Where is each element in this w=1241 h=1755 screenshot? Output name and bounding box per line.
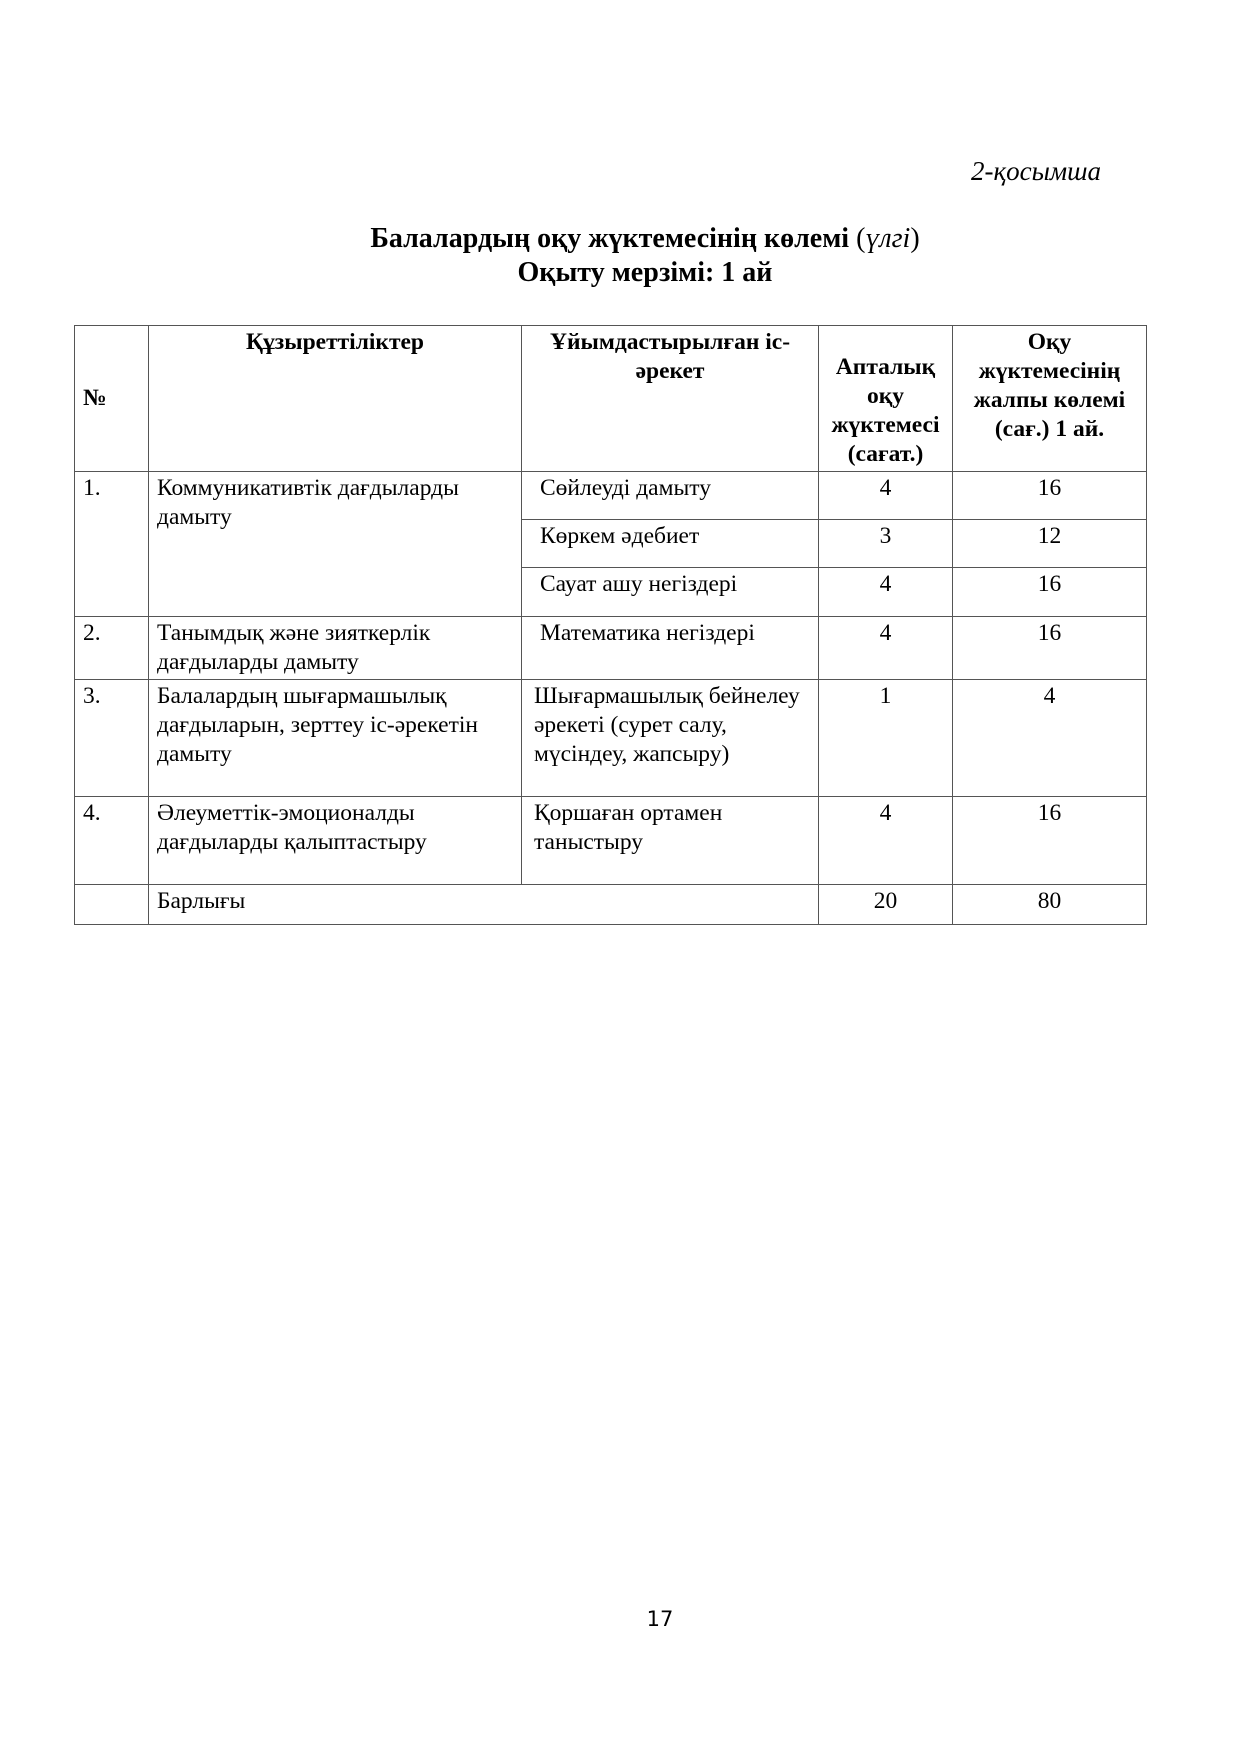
title-line-2 bbox=[0, 256, 1241, 290]
title-term: Оқыту мерзімі: 1 ай bbox=[517, 257, 773, 288]
workload-table bbox=[74, 325, 1147, 925]
total-label: Барлығы bbox=[149, 885, 819, 925]
header-total: Оқу жүктемесінің жалпы көлемі (сағ.) 1 ай. bbox=[953, 326, 1147, 472]
table-row bbox=[75, 472, 1147, 520]
row-competence: Әлеуметтік-эмоционалды дағдыларды қалыптастыру bbox=[149, 797, 522, 885]
row-activity: Сауат ашу негіздері bbox=[522, 568, 819, 617]
title-line-1: Балалардың оқу жүктемесінің көлемі (үлгі) bbox=[370, 223, 920, 254]
row-weekly: 4 bbox=[819, 568, 953, 617]
row-weekly: 4 bbox=[819, 617, 953, 680]
row-number: 2. bbox=[75, 617, 149, 680]
document-title bbox=[0, 222, 1241, 290]
total-total: 80 bbox=[953, 885, 1147, 925]
row-total: 16 bbox=[953, 617, 1147, 680]
title-main: Балалардың оқу жүктемесінің көлемі bbox=[370, 223, 850, 254]
row-total: 12 bbox=[953, 520, 1147, 568]
header-weekly: Апталық оқу жүктемесі (сағат.) bbox=[819, 326, 953, 472]
title-sample: үлгі bbox=[865, 223, 911, 254]
row-activity: Қоршаған ортамен таныстыру bbox=[522, 797, 819, 885]
table-row bbox=[75, 617, 1147, 680]
row-competence: Танымдық және зияткерлік дағдыларды дамыту bbox=[149, 617, 522, 680]
table-row bbox=[75, 797, 1147, 885]
row-total: 16 bbox=[953, 797, 1147, 885]
total-weekly: 20 bbox=[819, 885, 953, 925]
row-number: 1. bbox=[75, 472, 149, 617]
page-number: 17 bbox=[646, 1607, 674, 1631]
row-activity: Көркем әдебиет bbox=[522, 520, 819, 568]
table-row bbox=[75, 680, 1147, 797]
total-empty-cell bbox=[75, 885, 149, 925]
row-competence: Коммуникативтік дағдыларды дамыту bbox=[149, 472, 522, 617]
row-weekly: 4 bbox=[819, 472, 953, 520]
row-weekly: 3 bbox=[819, 520, 953, 568]
row-activity: Математика негіздері bbox=[522, 617, 819, 680]
header-competence: Құзыреттіліктер bbox=[149, 326, 522, 472]
row-total: 16 bbox=[953, 568, 1147, 617]
row-activity: Шығармашылық бейнелеу әрекеті (сурет салу, мүсіндеу, жапсыру) bbox=[522, 680, 819, 797]
row-competence: Балалардың шығармашылық дағдыларын, зерттеу іс-әрекетін дамыту bbox=[149, 680, 522, 797]
total-row bbox=[75, 885, 1147, 925]
header-num: № bbox=[75, 326, 149, 472]
row-total: 16 bbox=[953, 472, 1147, 520]
annex-label: 2-қосымша bbox=[970, 156, 1101, 186]
table-header-row bbox=[75, 326, 1147, 472]
row-total: 4 bbox=[953, 680, 1147, 797]
row-weekly: 1 bbox=[819, 680, 953, 797]
row-number: 3. bbox=[75, 680, 149, 797]
row-weekly: 4 bbox=[819, 797, 953, 885]
row-activity: Сөйлеуді дамыту bbox=[522, 472, 819, 520]
header-activity: Ұйымдастырылған іс-әрекет bbox=[522, 326, 819, 472]
row-number: 4. bbox=[75, 797, 149, 885]
